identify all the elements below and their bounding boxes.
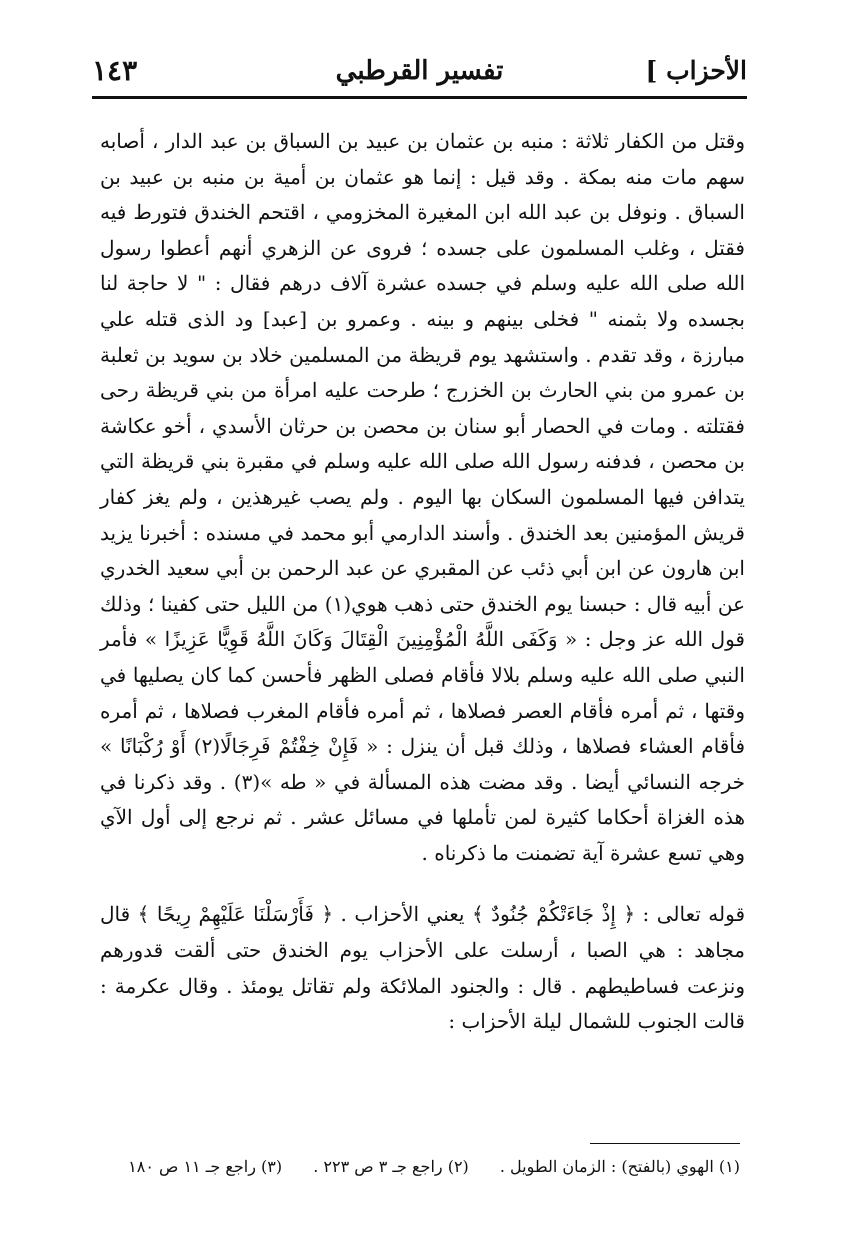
paragraph: قوله تعالى : ﴿ إِذْ جَاءَتْكُمْ جُنُودٌ ﴾ يعني الأحزاب . ﴿ فَأَرْسَلْنَا عَلَيْهِمْ رِيحًا ﴾ قال مجاهد : هي الصبا ، أرسلت على الأحزاب يوم الخندق حتى ألقت قدورهم ونزعت فساطيطهم . قال : والجنود الملائكة ولم تقاتل يومئذ . وقال عكرمة : قالت الجنوب للشمال ليلة الأحزاب : <box>100 902 745 1034</box>
book-title: تفسير القرطبي <box>335 56 504 86</box>
footnote: (١) الهوي (بالفتح) : الزمان الطويل . <box>499 1157 740 1176</box>
footnotes <box>100 1157 740 1176</box>
section-name: الأحزاب ] <box>645 56 747 85</box>
footnote: (٣) راجع جـ ١١ ص ١٨٠ <box>128 1157 283 1176</box>
running-header <box>92 52 747 96</box>
footnote: (٢) راجع جـ ٣ ص ٢٢٣ . <box>313 1157 469 1176</box>
header-rule <box>92 96 747 99</box>
footnote-rule <box>590 1143 740 1144</box>
main-text <box>100 124 745 1040</box>
page-number: ١٤٣ <box>92 54 138 87</box>
paragraph: وقتل من الكفار ثلاثة : منبه بن عثمان بن عبيد بن السباق بن عبد الدار ، أصابه سهم مات منه بمكة . وقد قيل : إنما هو عثمان بن أمية بن منبه بن عبيد بن السباق . ونوفل بن عبد الله ابن المغيرة المخزومي ، اقتحم الخندق فتورط فيه فقتل ، وغلب المسلمون على جسده ؛ فروى عن الزهري أنهم أعطوا رسول الله صلى الله عليه وسلم في جسده عشرة آلاف درهم فقال : " لا حاجة لنا بجسده ولا بثمنه " فخلى بينهم و بينه . وعمرو بن [عبد] ود الذى قتله علي مبارزة ، وقد تقدم . واستشهد يوم قريظة من المسلمين خلاد بن سويد بن ثعلبة بن عمرو من بني الحارث بن الخزرج ؛ طرحت عليه امرأة من بني قريظة رحى فقتلته . ومات في الحصار أبو سنان بن محصن بن حرثان الأسدي ، أخو عكاشة بن محصن ، فدفنه رسول الله صلى الله عليه وسلم في مقبرة بني قريظة التي يتدافن فيها المسلمون السكان بها اليوم . ولم يصب غيرهذين ، ولم يغز كفار قريش المؤمنين بعد الخندق . وأسند الدارمي أبو محمد في مسنده : أخبرنا يزيد ابن هارون عن ابن أبي ذئب عن المقبري عن عبد الرحمن بن أبي سعيد الخدري عن أبيه قال : حبسنا يوم الخندق حتى ذهب هوي(١) من الليل حتى كفينا ؛ وذلك قول الله عز وجل : « وَكَفَى اللَّهُ الْمُؤْمِنِينَ الْقِتَالَ وَكَانَ اللَّهُ قَوِيًّا عَزِيزًا » فأمر النبي صلى الله عليه وسلم بلالا فأقام فصلى الظهر فأحسن كما كان يصليها في وقتها ، ثم أمره فأقام العصر فصلاها ، ثم أمره فأقام المغرب فصلاها ، ثم أمره فأقام العشاء فصلاها ، وذلك قبل أن ينزل : « فَإِنْ خِفْتُمْ فَرِجَالًا(٢) أَوْ رُكْبَانًا » خرجه النسائي أيضا . وقد مضت هذه المسألة في « طه »(٣) . وقد ذكرنا في هذه الغزاة أحكاما كثيرة لمن تأملها في مسائل عشر . ثم نرجع إلى أول الآي وهي تسع عشرة آية تضمنت ما ذكرناه . <box>100 129 745 865</box>
